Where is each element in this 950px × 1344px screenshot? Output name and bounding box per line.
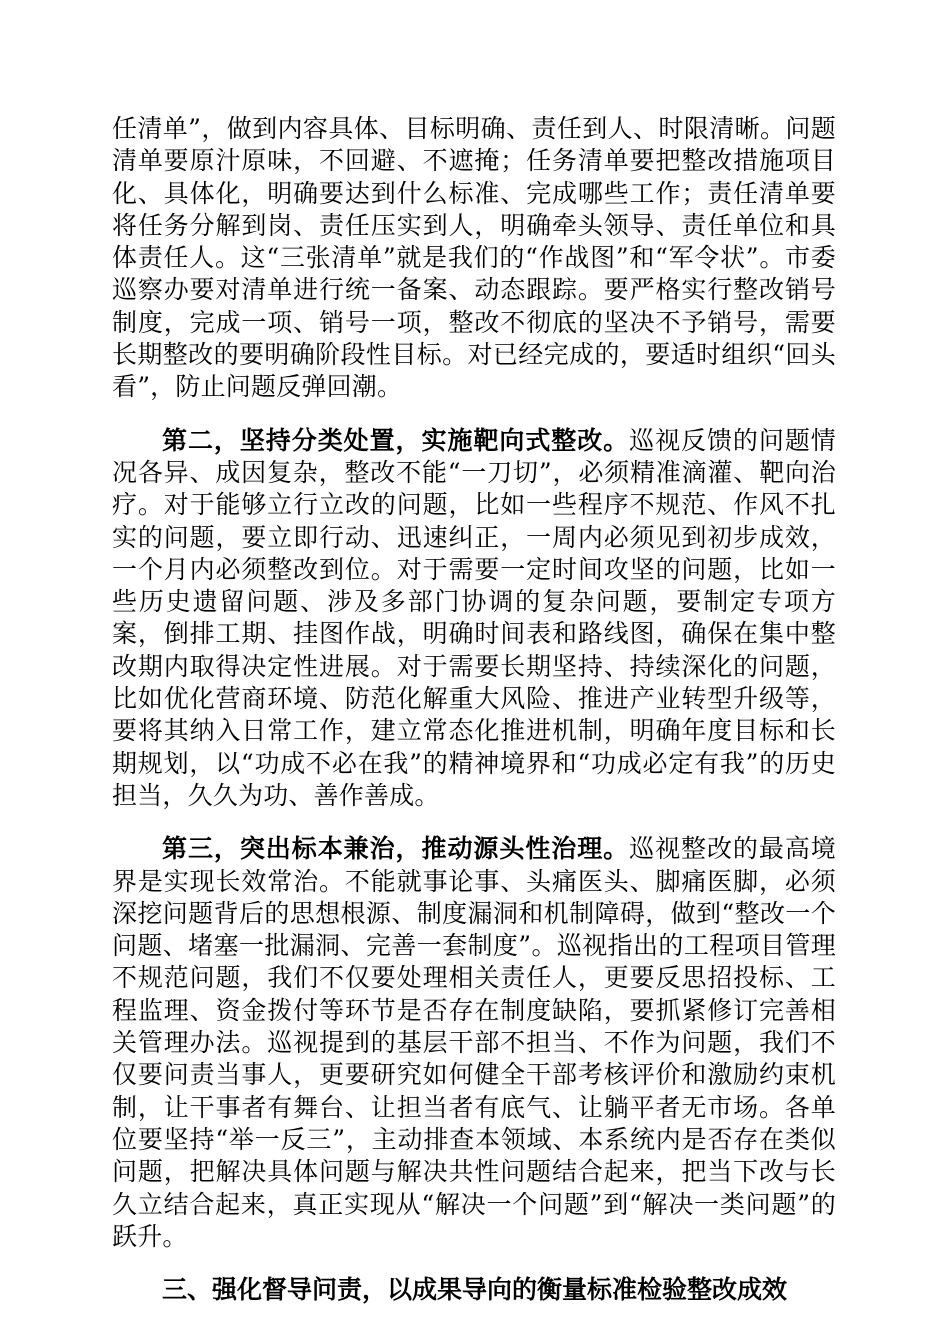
- section-heading: 三、强化督导问责，以成果导向的衡量标准检验整改成效: [162, 1275, 788, 1305]
- document-page: [112, 113, 836, 1306]
- paragraph-body: 任清单”，做到内容具体、目标明确、责任到人、时限清晰。问题清单要原汁原味，不回避、不遮掩；任务清单要把整改措施项目化、具体化，明确要达到什么标准、完成哪些工作；责任清单要将任务分解到岗、责任压实到人，明确牵头领导、责任单位和具体责任人。这“三张清单”就是我们的“作战图”和“军令状”。市委巡察办要对清单进行统一备案、动态跟踪。要严格实行整改销号制度，完成一项、销号一项，整改不彻底的坚决不予销号，需要长期整改的要明确阶段性目标。对已经完成的，要适时组织“回头看”，防止问题反弹回潮。: [112, 114, 836, 402]
- paragraph-second-point: [112, 425, 836, 813]
- paragraph-body: 巡视整改的最高境界是实现长效常治。不能就事论事、头痛医头、脚痛医脚，必须深挖问题背后的思想根源、制度漏洞和机制障碍，做到“整改一个问题、堵塞一批漏洞、完善一套制度”。巡视指出的工程项目管理不规范问题，我们不仅要处理相关责任人，更要反思招投标、工程监理、资金拨付等环节是否存在制度缺陷，要抓紧修订完善相关管理办法。巡视提到的基层干部不担当、不作为问题，我们不仅要问责当事人，更要研究如何健全干部考核评价和激励约束机制，让干事者有舞台、让担当者有底气、让躺平者无市场。各单位要坚持“举一反三”，主动排查本领域、本系统内是否存在类似问题，把解决具体问题与解决共性问题结合起来，把当下改与长久立结合起来，真正实现从“解决一个问题”到“解决一类问题”的跃升。: [112, 834, 836, 1251]
- paragraph-third-point: [112, 833, 836, 1253]
- paragraph-lead-heading: 第三，突出标本兼治，推动源头性治理。: [162, 834, 630, 864]
- paragraph-responsibility-list: [112, 113, 836, 404]
- paragraph-body: 巡视反馈的问题情况各异、成因复杂，整改不能“一刀切”，必须精准滴灌、靶向治疗。对于能够立行立改的问题，比如一些程序不规范、作风不扎实的问题，要立即行动、迅速纠正，一周内必须见到初步成效，一个月内必须整改到位。对于需要一定时间攻坚的问题，比如一些历史遗留问题、涉及多部门协调的复杂问题，要制定专项方案，倒排工期、挂图作战，明确时间表和路线图，确保在集中整改期内取得决定性进展。对于需要长期坚持、持续深化的问题，比如优化营商环境、防范化解重大风险、推进产业转型升级等，要将其纳入日常工作，建立常态化推进机制，明确年度目标和长期规划，以“功成不必在我”的精神境界和“功成必定有我”的历史担当，久久为功、善作善成。: [112, 425, 836, 810]
- paragraph-lead-heading: 第二，坚持分类处置，实施靶向式整改。: [162, 425, 630, 455]
